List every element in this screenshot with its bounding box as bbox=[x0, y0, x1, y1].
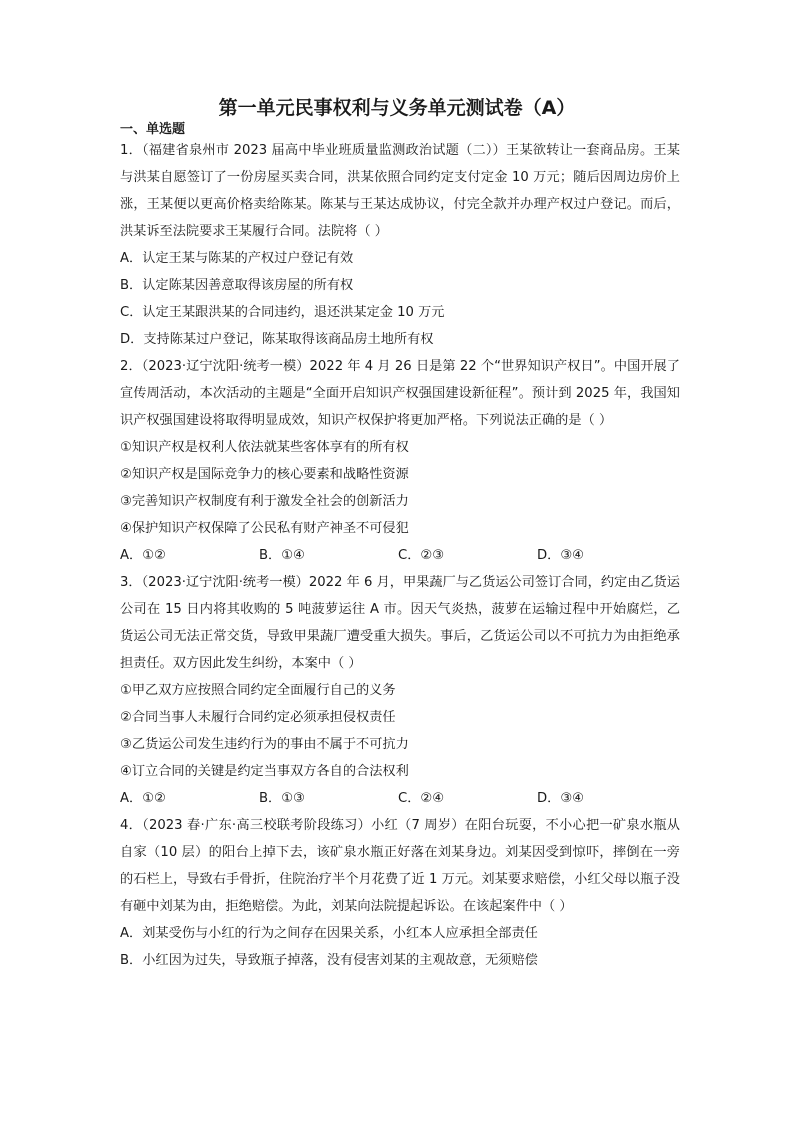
question-2 bbox=[120, 353, 680, 569]
option-a: A．认定王某与陈某的产权过户登记有效 bbox=[120, 251, 354, 266]
statement-item: ①甲乙双方应按照合同约定全面履行自己的义务 bbox=[120, 683, 396, 698]
option-c: C．认定王某跟洪某的合同违约，退还洪某定金 10 万元 bbox=[120, 305, 445, 320]
option-b: B．①③ bbox=[259, 791, 305, 806]
question-3 bbox=[120, 569, 680, 812]
page-title: 第一单元民事权利与义务单元测试卷（A） bbox=[218, 97, 576, 119]
section-heading: 一、单选题 bbox=[120, 122, 186, 137]
option-d: D．③④ bbox=[537, 548, 584, 563]
question-list bbox=[120, 137, 680, 974]
statement-item: ③乙货运公司发生违约行为的事由不属于不可抗力 bbox=[120, 737, 409, 752]
option-row bbox=[120, 542, 680, 569]
option-a: A．①② bbox=[120, 548, 166, 563]
option-row bbox=[120, 785, 680, 812]
question-stem: 1．（福建省泉州市 2023 届高中毕业班质量监测政治试题（二））王某欲转让一套商品房。王某与洪某自愿签订了一份房屋买卖合同，洪某依照合同约定支付定金 10 万元；随后因周边房价上涨，王某便以更高价格卖给陈某。陈某与王某达成协议，付完全款并办理产权过户登记。而后，洪某诉至法院要求王某履行合同。法院将（ ） bbox=[120, 143, 680, 239]
statement-item: ④保护知识产权保障了公民私有财产神圣不可侵犯 bbox=[120, 521, 409, 536]
statement-item: ①知识产权是权利人依法就某些客体享有的所有权 bbox=[120, 440, 409, 455]
option-b: B．认定陈某因善意取得该房屋的所有权 bbox=[120, 278, 354, 293]
option-d: D．③④ bbox=[537, 791, 584, 806]
question-stem: 2．（2023·辽宁沈阳·统考一模）2022 年 4 月 26 日是第 22 个“世界知识产权日”。中国开展了宣传周活动，本次活动的主题是“全面开启知识产权强国建设新征程”。预计到 2025 年，我国知识产权强国建设将取得明显成效，知识产权保护将更加严格。下列说法正确的是（ ） bbox=[120, 359, 680, 428]
question-stem: 4．（2023 春·广东·高三校联考阶段练习）小红（7 周岁）在阳台玩耍，不小心把一矿泉水瓶从自家（10 层）的阳台上掉下去，该矿泉水瓶正好落在刘某身边。刘某因受到惊吓，摔倒在一旁的石栏上，导致右手骨折，住院治疗半个月花费了近 1 万元。刘某要求赔偿，小红父母以瓶子没有砸中刘某为由，拒绝赔偿。为此，刘某向法院提起诉讼。在该起案件中（ ） bbox=[120, 818, 680, 914]
option-b: B．①④ bbox=[259, 548, 305, 563]
statement-item: ②知识产权是国际竞争力的核心要素和战略性资源 bbox=[120, 467, 409, 482]
statement-item: ③完善知识产权制度有利于激发全社会的创新活力 bbox=[120, 494, 409, 509]
question-4 bbox=[120, 812, 680, 974]
option-c: C．②④ bbox=[398, 791, 445, 806]
option-c: C．②③ bbox=[398, 548, 445, 563]
option-b: B．小红因为过失，导致瓶子掉落，没有侵害刘某的主观故意，无须赔偿 bbox=[120, 953, 538, 968]
option-a: A．①② bbox=[120, 791, 166, 806]
question-1 bbox=[120, 137, 680, 353]
statement-item: ④订立合同的关键是约定当事双方各自的合法权利 bbox=[120, 764, 409, 779]
option-d: D．支持陈某过户登记，陈某取得该商品房土地所有权 bbox=[120, 332, 434, 347]
option-a: A．刘某受伤与小红的行为之间存在因果关系，小红本人应承担全部责任 bbox=[120, 926, 538, 941]
statement-item: ②合同当事人未履行合同约定必须承担侵权责任 bbox=[120, 710, 396, 725]
question-stem: 3．（2023·辽宁沈阳·统考一模）2022 年 6 月，甲果蔬厂与乙货运公司签订合同，约定由乙货运公司在 15 日内将其收购的 5 吨菠萝运往 A 市。因天气炎热，菠萝在运输过程中开始腐烂，乙货运公司无法正常交货，导致甲果蔬厂遭受重大损失。事后，乙货运公司以不可抗力为由拒绝承担责任。双方因此发生纠纷，本案中（ ） bbox=[120, 575, 680, 671]
